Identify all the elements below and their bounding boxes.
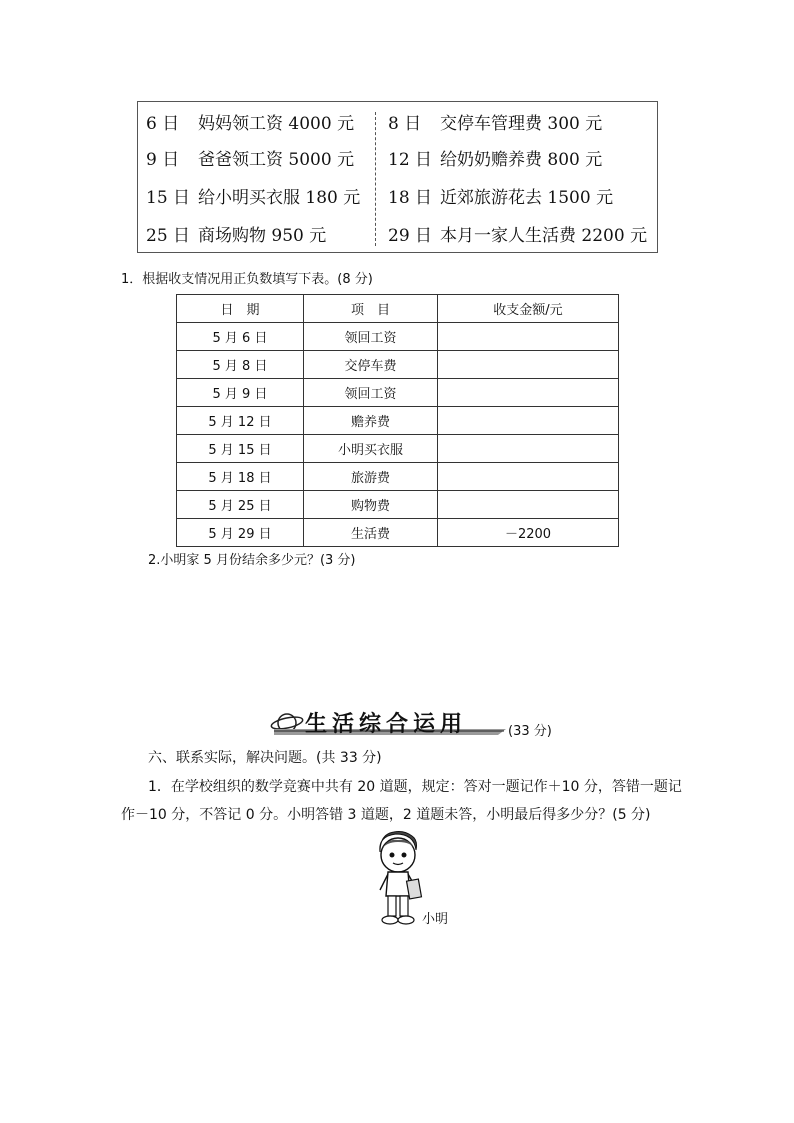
record-item: 9 日 爸爸领工资 5000 元: [146, 150, 355, 170]
cell-amount[interactable]: [438, 463, 619, 491]
table-row: [177, 351, 619, 379]
record-item: 29 日 本月一家人生活费 2200 元: [388, 226, 648, 246]
table-header-row: [177, 295, 619, 323]
cell-item: 领回工资: [304, 379, 438, 407]
cell-item: 生活费: [304, 519, 438, 547]
cell-amount[interactable]: [438, 491, 619, 519]
cell-item: 赡养费: [304, 407, 438, 435]
record-item: 25 日 商场购物 950 元: [146, 226, 327, 246]
cell-amount[interactable]: [438, 323, 619, 351]
cell-amount[interactable]: [438, 379, 619, 407]
cell-amount[interactable]: [438, 351, 619, 379]
record-item: 8 日 交停车管理费 300 元: [388, 114, 603, 134]
table-row: [177, 379, 619, 407]
cell-amount[interactable]: [438, 435, 619, 463]
cell-item: 领回工资: [304, 323, 438, 351]
header-item: 项 目: [304, 295, 438, 323]
ledger-table: [176, 294, 619, 547]
cell-item: 小明买衣服: [304, 435, 438, 463]
section-title: 生活综合运用: [305, 712, 468, 737]
header-amount: 收支金额/元: [438, 295, 619, 323]
question-2-title: 2.小明家 5 月份结余多少元？(3 分): [148, 553, 356, 568]
cell-date: 5 月 18 日: [177, 463, 304, 491]
part-6-heading: 六、联系实际，解决问题。(共 33 分): [148, 750, 382, 766]
part-6-question-1-line-2: 作－10 分，不答记 0 分。小明答错 3 道题，2 道题未答，小明最后得多少分？(5 分): [121, 807, 651, 823]
record-item: 6 日 妈妈领工资 4000 元: [146, 114, 355, 134]
table-row: [177, 407, 619, 435]
table-row: [177, 463, 619, 491]
section-points: (33 分): [508, 724, 552, 739]
cell-date: 5 月 25 日: [177, 491, 304, 519]
cell-date: 5 月 9 日: [177, 379, 304, 407]
cell-item: 旅游费: [304, 463, 438, 491]
boy-illustration: [368, 830, 428, 930]
boy-label: 小明: [422, 912, 449, 927]
cell-date: 5 月 6 日: [177, 323, 304, 351]
cell-amount[interactable]: [438, 407, 619, 435]
cell-date: 5 月 15 日: [177, 435, 304, 463]
cell-item: 交停车费: [304, 351, 438, 379]
record-item: 18 日 近郊旅游花去 1500 元: [388, 188, 614, 208]
record-item: 15 日 给小明买衣服 180 元: [146, 188, 361, 208]
question-1-title: 1．根据收支情况用正负数填写下表。(8 分): [121, 272, 373, 287]
table-row: [177, 323, 619, 351]
cell-date: 5 月 12 日: [177, 407, 304, 435]
cell-date: 5 月 29 日: [177, 519, 304, 547]
table-row: [177, 435, 619, 463]
header-date: 日 期: [177, 295, 304, 323]
cell-item: 购物费: [304, 491, 438, 519]
cell-date: 5 月 8 日: [177, 351, 304, 379]
record-divider: [375, 112, 376, 246]
record-item: 12 日 给奶奶赡养费 800 元: [388, 150, 603, 170]
table-row: [177, 519, 619, 547]
part-6-question-1-line-1: 1．在学校组织的数学竞赛中共有 20 道题，规定：答对一题记作＋10 分，答错一题记: [148, 779, 682, 795]
table-row: [177, 491, 619, 519]
cell-amount: －2200: [438, 519, 619, 547]
